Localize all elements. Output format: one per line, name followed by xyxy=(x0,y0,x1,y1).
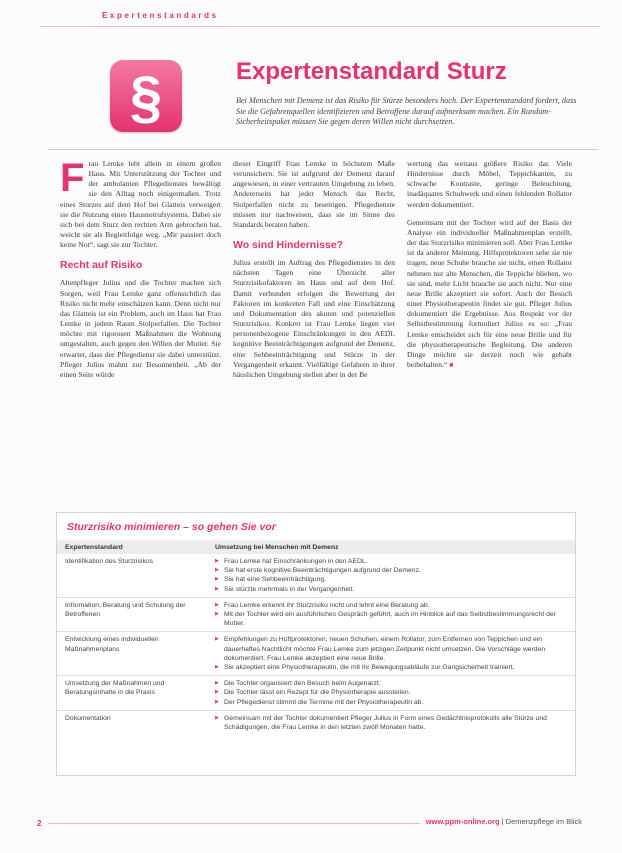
footer-separator: | xyxy=(499,817,506,826)
footer-site[interactable]: www.ppm-online.org xyxy=(425,817,500,826)
row-content xyxy=(207,554,575,597)
subheading-hindernisse: Wo sind Hindernisse? xyxy=(233,239,344,252)
header-rule xyxy=(40,26,600,27)
row-content xyxy=(207,676,575,711)
list-item: ▶ Sie hat eine Sehbeeinträchtigung. xyxy=(215,575,567,584)
list-item: ▶ Sie akzeptiert eine Physiotherapeutin, die mit ihr Bewegungsabläufe zur Gangsicherheit trainiert. xyxy=(215,663,567,672)
footer xyxy=(426,817,582,826)
measures-table xyxy=(57,540,575,735)
list-item: ▶ Frau Lemke erkennt ihr Sturzrisiko nicht und lehnt eine Beratung ab. xyxy=(215,601,567,610)
intro-divider xyxy=(48,149,598,150)
row-label: Umsetzung der Maßnahmen und Beratungsinhalte in die Praxis xyxy=(57,676,207,711)
paragraph: wertung das weitaus größere Risiko dar. Viele Hindernisse durch Möbel, Teppichkanten, zu schwache Kontraste, geringe Beleuchtung, inadäquates Schuhwerk und einen fehlenden Rollator werden dokumentiert. xyxy=(407,159,572,209)
column-header: Umsetzung bei Menschen mit Demenz xyxy=(207,540,575,554)
row-label: Identifikation des Sturzrisikos xyxy=(57,554,207,597)
footer-rule xyxy=(48,823,420,824)
list-item: ▶ Sie hat erste kognitive Beeinträchtigungen aufgrund der Demenz. xyxy=(215,566,567,575)
paragraph-icon xyxy=(110,60,182,132)
list-item: ▶ Gemeinsam mit der Tochter dokumentiert Pfleger Julius in Form eines Gedächtnisprotokolls alle Stürze und Schädigungen, die Frau Lemke in den letzten zwölf Monaten hatte. xyxy=(215,714,567,732)
row-content xyxy=(207,632,575,676)
table-header-row xyxy=(57,540,575,554)
text-column-2 xyxy=(233,159,395,380)
row-label: Entwicklung eines individuellen Maßnahmenplans xyxy=(57,632,207,676)
subheading-recht-auf-risiko: Recht auf Risiko xyxy=(60,259,143,272)
row-label: Dokumentation xyxy=(65,714,111,722)
drop-cap: F xyxy=(60,156,85,200)
column-header: Expertenstandard xyxy=(57,540,207,554)
footer-title: Demenzpflege im Blick xyxy=(505,817,582,826)
list-item: ▶ Die Tochter lässt ein Rezept für die Physiotherapie ausstellen. xyxy=(215,688,567,697)
list-item: ▶ Mit der Tochter wird ein ausführliches Gespräch geführt, auch im Hinblick auf das Selbstbestimmungsrecht der Mutter. xyxy=(215,610,567,628)
page-number: 2 xyxy=(37,819,42,828)
article-lead: Bei Menschen mit Demenz ist das Risiko für Stürze besonders hoch. Der Expertenstandard fordert, dass Sie die Gefahrenquellen identifizieren und Betroffene darauf aufmerksam machen. Ein Rundum-Sicherheitspaket müssen Sie gegen deren Willen nicht durchsetzen. xyxy=(236,96,577,127)
text-column-1 xyxy=(60,156,221,380)
paragraph: Altenpfleger Julius und die Tochter machen sich Sorgen, weil Frau Lemke ganz offensichtlich das Risiko nicht mehr einschätzen kann. Denn nicht nur das Glatteis ist ein Problem, auch im Haus hat Frau Lemke in jedem Raum Stolperfallen. Die Tochter möchte mit rigorosen Maßnahmen die Wohnung umgestalten, auch gegen den Willen der Mutter. Sie erwartet, dass der Pflegedienst sie dabei unterstützt. Pfleger Julius mahnt zur Besonnenheit. „Ab der einen Seite würde xyxy=(60,278,221,379)
table-row xyxy=(57,710,575,735)
row-label: Information, Beratung und Schulung der Betroffenen xyxy=(57,597,207,632)
text-column-3 xyxy=(407,159,572,370)
table-row xyxy=(57,632,575,676)
end-mark: ■ xyxy=(449,360,454,369)
paragraph: Frau Lemke lebt allein in einem großen Haus. Mit Unterstützung der Tochter und der ambulanten Pflegedienstes bewältigt sie den Alltag noch einigermaßen. Trotz eines Sturzes auf dem Hof bei Glatteis verweigert sie die Nutzung eines Hausnotrufsystems. Dabei sie sich bei dem Sturz den rechten Arm gebrochen hat, weicht sie als Begleitfolge weg. „Mir passiert doch keine Not“, sagt sie zur Tochter. xyxy=(60,156,221,250)
paragraph: dieser Eingriff Frau Lemke in höchstem Maße verunsichern. Sie ist aufgrund der Demenz darauf angewiesen, in einer vertrauten Umgebung zu leben. Andererseits hat jeder Mensch das Recht, Stolperfallen nicht zu beseitigen. Pflegedienste müssen nur nachweisen, dass sie im Sinne des Standards beraten haben. xyxy=(233,159,395,229)
info-box xyxy=(56,512,576,776)
paragraph: Gemeinsam mit der Tochter wird auf der Basis der Analyse ein individueller Maßnahmenplan erstellt, der das Sturzrisiko minimieren soll. Aber Frau Lemke ist da anderer Meinung. Hilfsprotektoren sehe sie nie tragen, neue Schuhe brauche sie nicht, einen Rollator nehmen nur alte Menschen, die Teppiche blieben, wo sie sind, mehr Licht brauche sie auch nicht. Nur eine neue Brille akzeptiert sie sofort. Auch der Besuch einer Physiotherapeutin findet sie gut. Pfleger Julius dokumentiert die Ergebnisse. Aus Respekt vor der Selbstbestimmung formuliert Julius es so: „Frau Lemke entscheidet sich für eine neue Brille und für die physiotherapeutische Begleitung. Die anderen Dinge möchte sie derzeit noch wie gehabt beibehalten.“ ■ xyxy=(407,217,572,369)
list-item: ▶ Der Pflegedienst stimmt die Termine mit der Physiotherapeutin ab. xyxy=(215,698,567,707)
row-content xyxy=(207,710,575,735)
table-row xyxy=(57,676,575,711)
svg-text:§: § xyxy=(129,65,163,130)
list-item: ▶ Frau Lemke hat Einschränkungen in den AEDL. xyxy=(215,557,567,566)
series-label: Expertenstandards xyxy=(102,11,219,20)
table-row xyxy=(57,597,575,632)
table-row xyxy=(57,554,575,597)
list-item: ▶ Die Tochter organisiert den Besuch beim Augenarzt. xyxy=(215,679,567,688)
article-title: Expertenstandard Sturz xyxy=(236,58,507,85)
list-item: ▶ Sie stürzte mehrmals in der Vergangenheit. xyxy=(215,585,567,594)
list-item: ▶ Empfehlungen zu Hüftprotektoren, neuen Schuhen, einem Rollator, zum Entfernen von Teppichen und ein dauerhaftes Nachtlicht möchte Frau Lemke zum jetzigen Zeitpunkt nicht umsetzen. Die Vorschläge werden dokumentiert. Frau Lemke akzeptiert eine neue Brille. xyxy=(215,635,567,663)
paragraph: Julius erstellt im Auftrag des Pflegedienstes in den nächsten Tagen eine Übersicht aller Sturzrisikofaktoren im Haus und auf dem Hof. Damit verbunden erfolgen die Bewertung der Faktoren im konkreten Fall und eine Einschätzung und Dokumentation des akuten und potenziellen Sturzrisikos. Konkret ist Frau Lemke liegen vier personenbezogene Einschränkungen in den AEDL kognitive Beeinträchtigungen aufgrund der Demenz, eine Sehbeeinträchtigung und Stürze in der Vergangenheit erkannt. Vielfältige Gefahren in ihrer häuslichen Umgebung stellen aber in der Be xyxy=(233,258,395,379)
row-content xyxy=(207,597,575,632)
info-box-title: Sturzrisiko minimieren – so gehen Sie vor xyxy=(67,521,276,533)
